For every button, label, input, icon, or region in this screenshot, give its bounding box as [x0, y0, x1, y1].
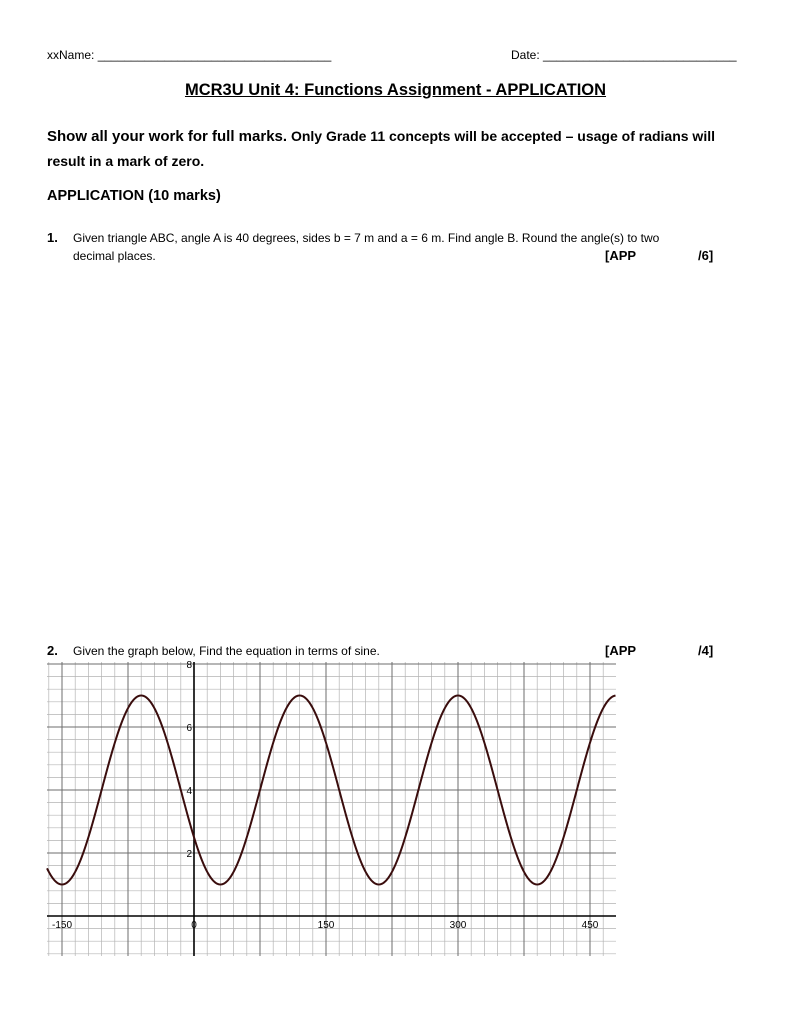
page-title: MCR3U Unit 4: Functions Assignment - APPLICATION [184, 81, 607, 99]
x-tick-label: 300 [449, 920, 467, 931]
question-1-mark-total: /6] [698, 248, 714, 263]
question-2-text: Given the graph below, Find the equation in terms of sine. [73, 644, 380, 658]
x-tick-label: -150 [51, 920, 73, 931]
name-blank: ___________________________________ [97, 48, 332, 62]
section-heading: APPLICATION (10 marks) [47, 188, 221, 204]
date-label: Date: [511, 48, 540, 62]
name-label: xxName: [47, 48, 95, 62]
x-tick-label: 450 [581, 920, 599, 931]
x-tick-label: 150 [317, 920, 335, 931]
instructions-rest: Only Grade 11 concepts will be accepted – usage of radians will result in a mark of zero. [47, 128, 715, 169]
axes [47, 662, 616, 956]
question-1-text-line1: Given triangle ABC, angle A is 40 degrees, sides b = 7 m and a = 6 m. Find angle B. Round the angle(s) to two [73, 231, 660, 245]
y-tick-label: 4 [186, 786, 192, 797]
question-2-number: 2. [47, 643, 58, 658]
question-1-mark-label: [APP [605, 248, 637, 263]
grid-minor [47, 662, 616, 956]
y-tick-label: 8 [186, 660, 192, 671]
instructions-lead: Show all your work for full marks. [47, 128, 288, 145]
x-tick-label: 0 [191, 920, 197, 931]
question-2-mark-total: /4] [698, 643, 714, 658]
date-blank: _____________________________ [543, 48, 737, 62]
y-tick-label: 2 [186, 849, 192, 860]
y-tick-label: 6 [186, 723, 192, 734]
question-1-number: 1. [47, 230, 58, 245]
question-1-text-line2: decimal places. [73, 249, 156, 263]
grid-major [47, 662, 616, 956]
question-2-mark-label: [APP [605, 643, 637, 658]
